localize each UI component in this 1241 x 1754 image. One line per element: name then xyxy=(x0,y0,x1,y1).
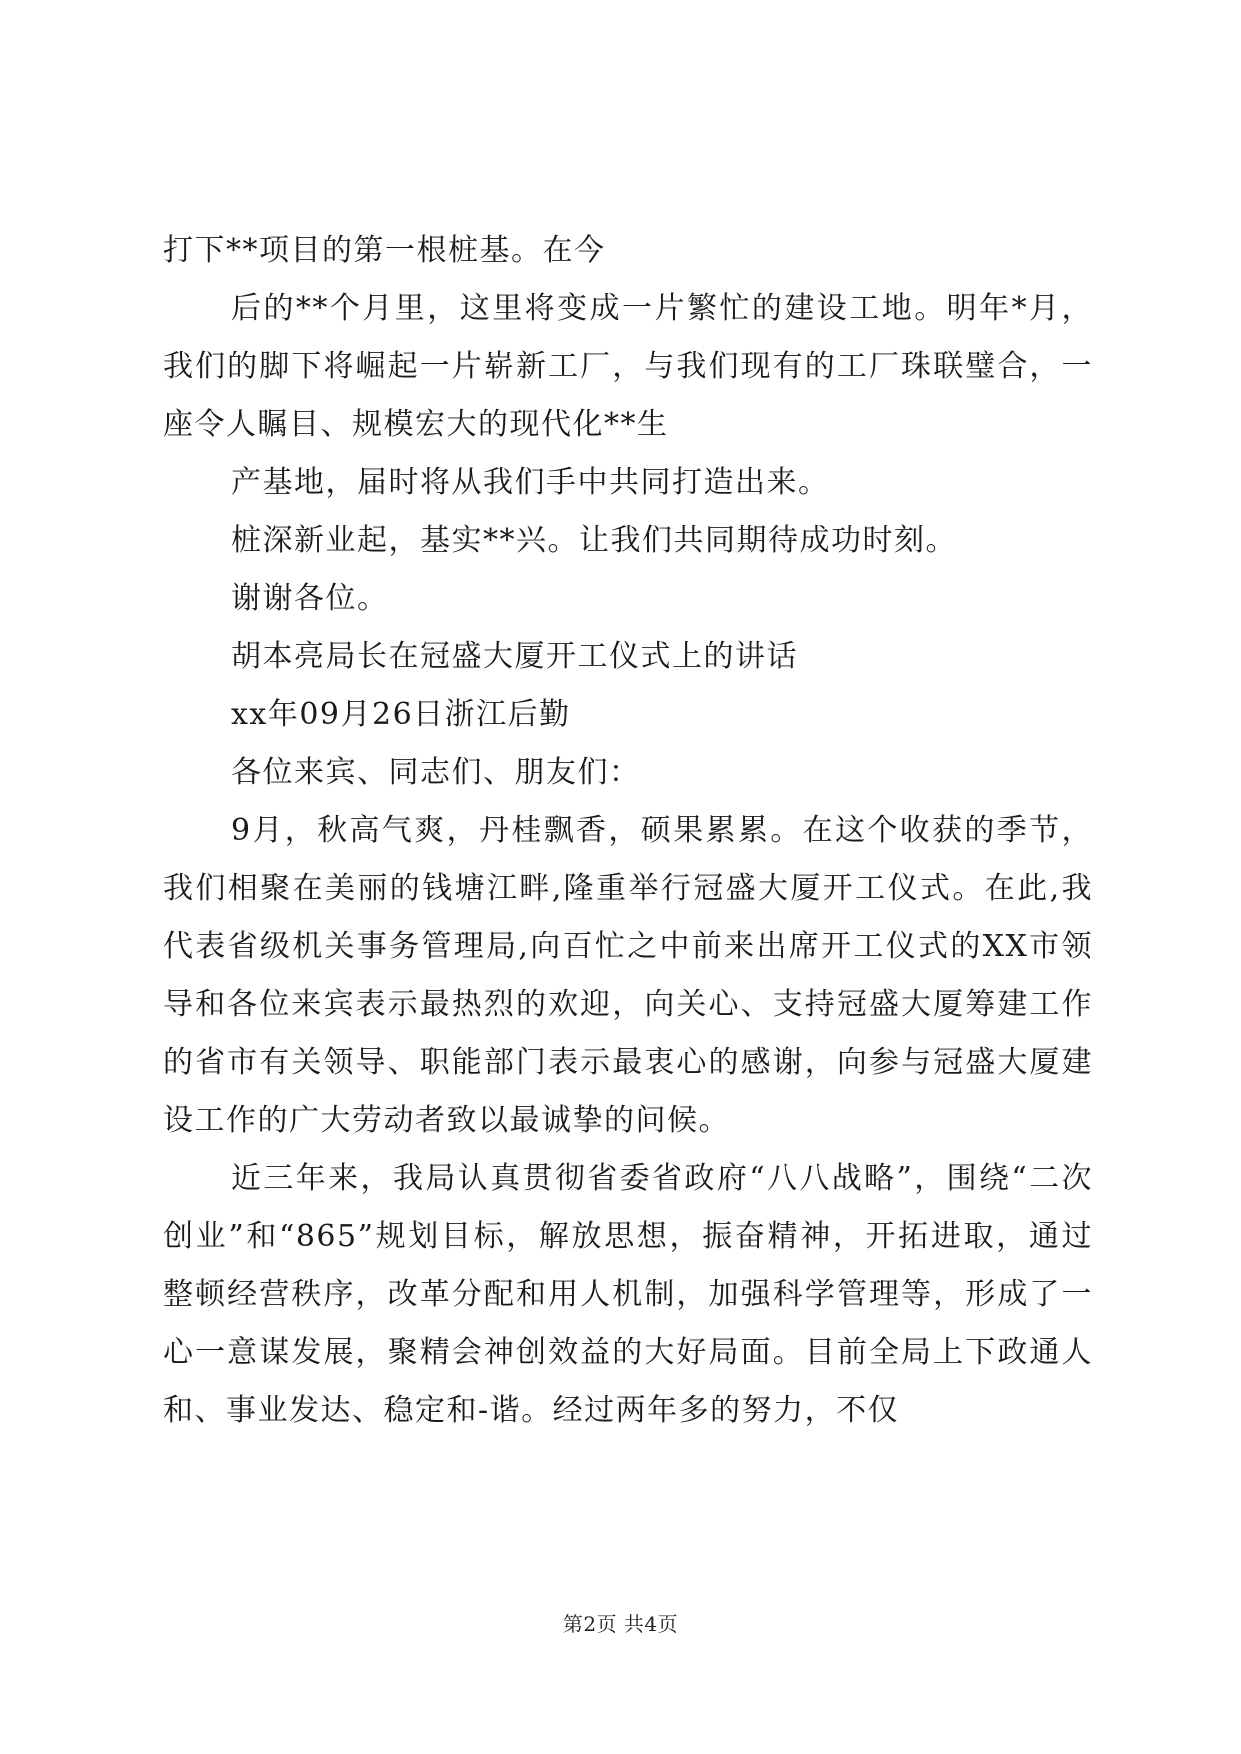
salutation: 各位来宾、同志们、朋友们： xyxy=(231,755,641,790)
paragraph-4: 桩深新业起，基实**兴。让我们共同期待成功时刻。 xyxy=(231,523,957,558)
speech-date-source: xx年09月26日浙江后勤 xyxy=(231,697,571,732)
paragraph-5: 谢谢各位。 xyxy=(231,581,389,616)
paragraph-1: 打下**项目的第一根桩基。在今 xyxy=(163,233,606,268)
paragraph-3: 产基地，届时将从我们手中共同打造出来。 xyxy=(231,465,830,500)
paragraph-body-1: 9月，秋高气爽，丹桂飘香，硕果累累。在这个收获的季节，我们相聚在美丽的钱塘江畔,隆重举行冠盛大厦开工仪式。在此,我代表省级机关事务管理局,向百忙之中前来出席开工仪式的XX市领导和各位来宾表示最热烈的欢迎，向关心、支持冠盛大厦筹建工作的省市有关领导、职能部门表示最衷心的感谢，向参与冠盛大厦建设工作的广大劳动者致以最诚挚的问候。 xyxy=(163,813,1093,1138)
document-body xyxy=(163,222,1093,1440)
paragraph-2: 后的**个月里，这里将变成一片繁忙的建设工地。明年*月，我们的脚下将崛起一片崭新工厂，与我们现有的工厂珠联璧合，一座令人瞩目、规模宏大的现代化**生 xyxy=(163,291,1093,442)
page-number-indicator: 第2页 共4页 xyxy=(562,1612,679,1636)
page-footer xyxy=(0,1608,1241,1637)
paragraph-body-2: 近三年来，我局认真贯彻省委省政府“八八战略”，围绕“二次创业”和“865”规划目标，解放思想，振奋精神，开拓进取，通过整顿经营秩序，改革分配和用人机制，加强科学管理等，形成了一心一意谋发展，聚精会神创效益的大好局面。目前全局上下政通人和、事业发达、稳定和-谐。经过两年多的努力，不仅 xyxy=(163,1161,1093,1428)
speech-title: 胡本亮局长在冠盛大厦开工仪式上的讲话 xyxy=(231,639,798,674)
